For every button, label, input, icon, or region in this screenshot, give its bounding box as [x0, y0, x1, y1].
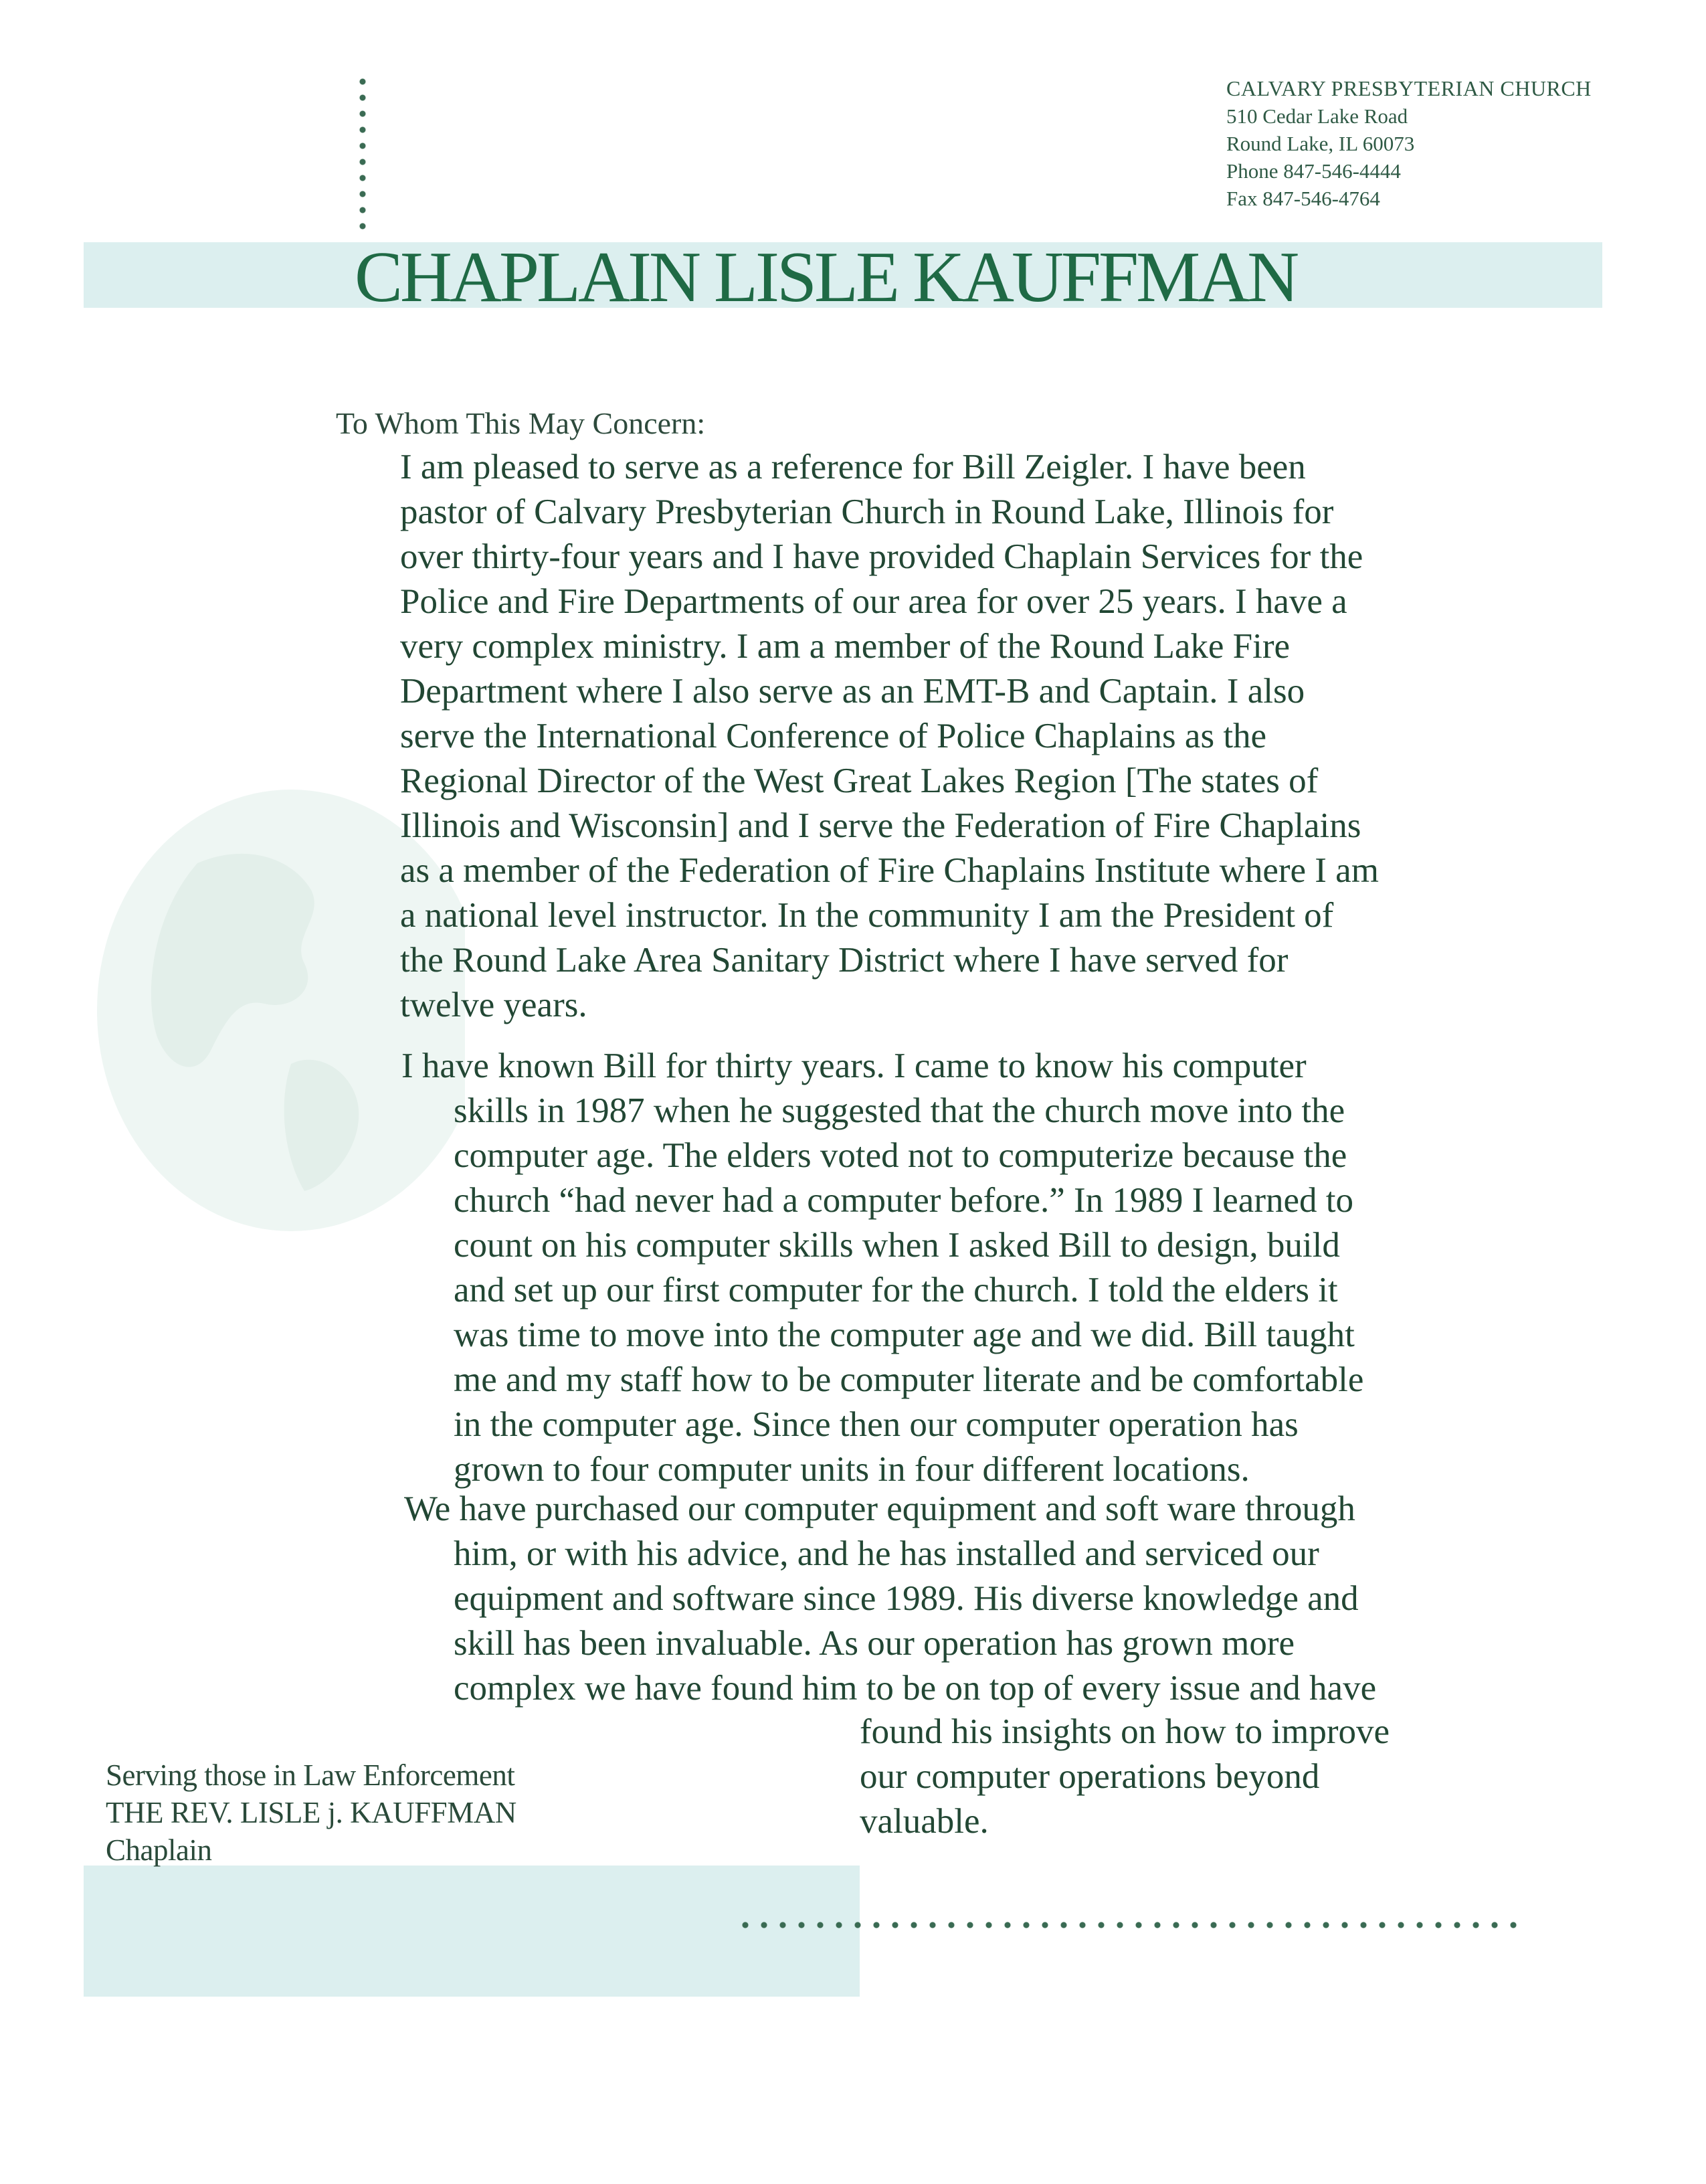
signature-name: THE REV. LISLE j. KAUFFMAN — [106, 1796, 516, 1829]
church-phone: Phone 847-546-4444 — [1226, 159, 1401, 183]
church-city: Round Lake, IL 60073 — [1226, 132, 1415, 155]
text-line: the Round Lake Area Sanitary District where I have served for — [400, 941, 1289, 980]
text-line: I am pleased to serve as a reference for Bill Zeigler. I have been — [400, 448, 1306, 486]
paragraph-1 — [400, 445, 1379, 1028]
text-line: Illinois and Wisconsin] and I serve the Federation of Fire Chaplains — [400, 806, 1361, 845]
text-line: skill has been invaluable. As our operation has grown more — [454, 1624, 1295, 1663]
text-line: computer age. The elders voted not to computerize because the — [454, 1136, 1347, 1175]
text-line: Police and Fire Departments of our area for over 25 years. I have a — [400, 582, 1347, 621]
church-fax: Fax 847-546-4764 — [1226, 187, 1380, 210]
text-line: count on his computer skills when I asked Bill to design, build — [454, 1226, 1340, 1265]
text-line: found his insights on how to improve — [860, 1712, 1390, 1751]
text-line: him, or with his advice, and he has installed and serviced our — [454, 1534, 1319, 1573]
text-line: our computer operations beyond — [860, 1757, 1320, 1796]
text-line: me and my staff how to be computer literate and be comfortable — [454, 1360, 1364, 1399]
text-line: I have known Bill for thirty years. I came to know his computer — [401, 1046, 1307, 1085]
paragraph-2 — [401, 1044, 1363, 1492]
text-line: a national level instructor. In the community I am the President of — [400, 896, 1334, 935]
salutation: To Whom This May Concern: — [336, 406, 706, 440]
text-line: Department where I also serve as an EMT-B and Captain. I also — [400, 672, 1305, 711]
text-line: as a member of the Federation of Fire Chaplains Institute where I am — [400, 851, 1379, 890]
signature-block — [106, 1756, 516, 1869]
text-line: skills in 1987 when he suggested that the church move into the — [454, 1091, 1345, 1130]
church-name: CALVARY PRESBYTERIAN CHURCH — [1226, 76, 1592, 100]
vertical-dotted-rule — [358, 74, 367, 234]
text-line: very complex ministry. I am a member of the Round Lake Fire — [400, 627, 1291, 666]
text-line: serve the International Conference of Police Chaplains as the — [400, 717, 1267, 755]
horizontal-dotted-rule — [736, 1920, 1525, 1930]
signature-role: Chaplain — [106, 1833, 212, 1867]
text-line: valuable. — [860, 1802, 989, 1841]
footer-band — [84, 1865, 860, 1997]
text-line: and set up our first computer for the church. I told the elders it — [454, 1271, 1338, 1309]
church-address-block — [1226, 75, 1628, 212]
text-line: pastor of Calvary Presbyterian Church in Round Lake, Illinois for — [400, 492, 1334, 531]
text-line: over thirty-four years and I have provided Chaplain Services for the — [400, 537, 1363, 576]
text-line: grown to four computer units in four different locations. — [454, 1450, 1250, 1489]
text-line: was time to move into the computer age and we did. Bill taught — [454, 1315, 1355, 1354]
text-line: We have purchased our computer equipment and soft ware through — [404, 1489, 1355, 1528]
text-line: church “had never had a computer before.” In 1989 I learned to — [454, 1181, 1353, 1220]
text-line: in the computer age. Since then our computer operation has — [454, 1405, 1299, 1444]
text-line: twelve years. — [400, 986, 587, 1024]
paragraph-3 — [404, 1487, 1376, 1711]
church-street: 510 Cedar Lake Road — [1226, 104, 1408, 128]
letterhead-title: CHAPLAIN LISLE KAUFFMAN — [355, 238, 1297, 317]
text-line: equipment and software since 1989. His diverse knowledge and — [454, 1579, 1359, 1618]
text-line: Regional Director of the West Great Lakes Region [The states of — [400, 761, 1319, 800]
signature-motto: Serving those in Law Enforcement — [106, 1758, 515, 1792]
text-line: complex we have found him to be on top of every issue and have — [454, 1669, 1377, 1708]
paragraph-4 — [860, 1710, 1390, 1844]
